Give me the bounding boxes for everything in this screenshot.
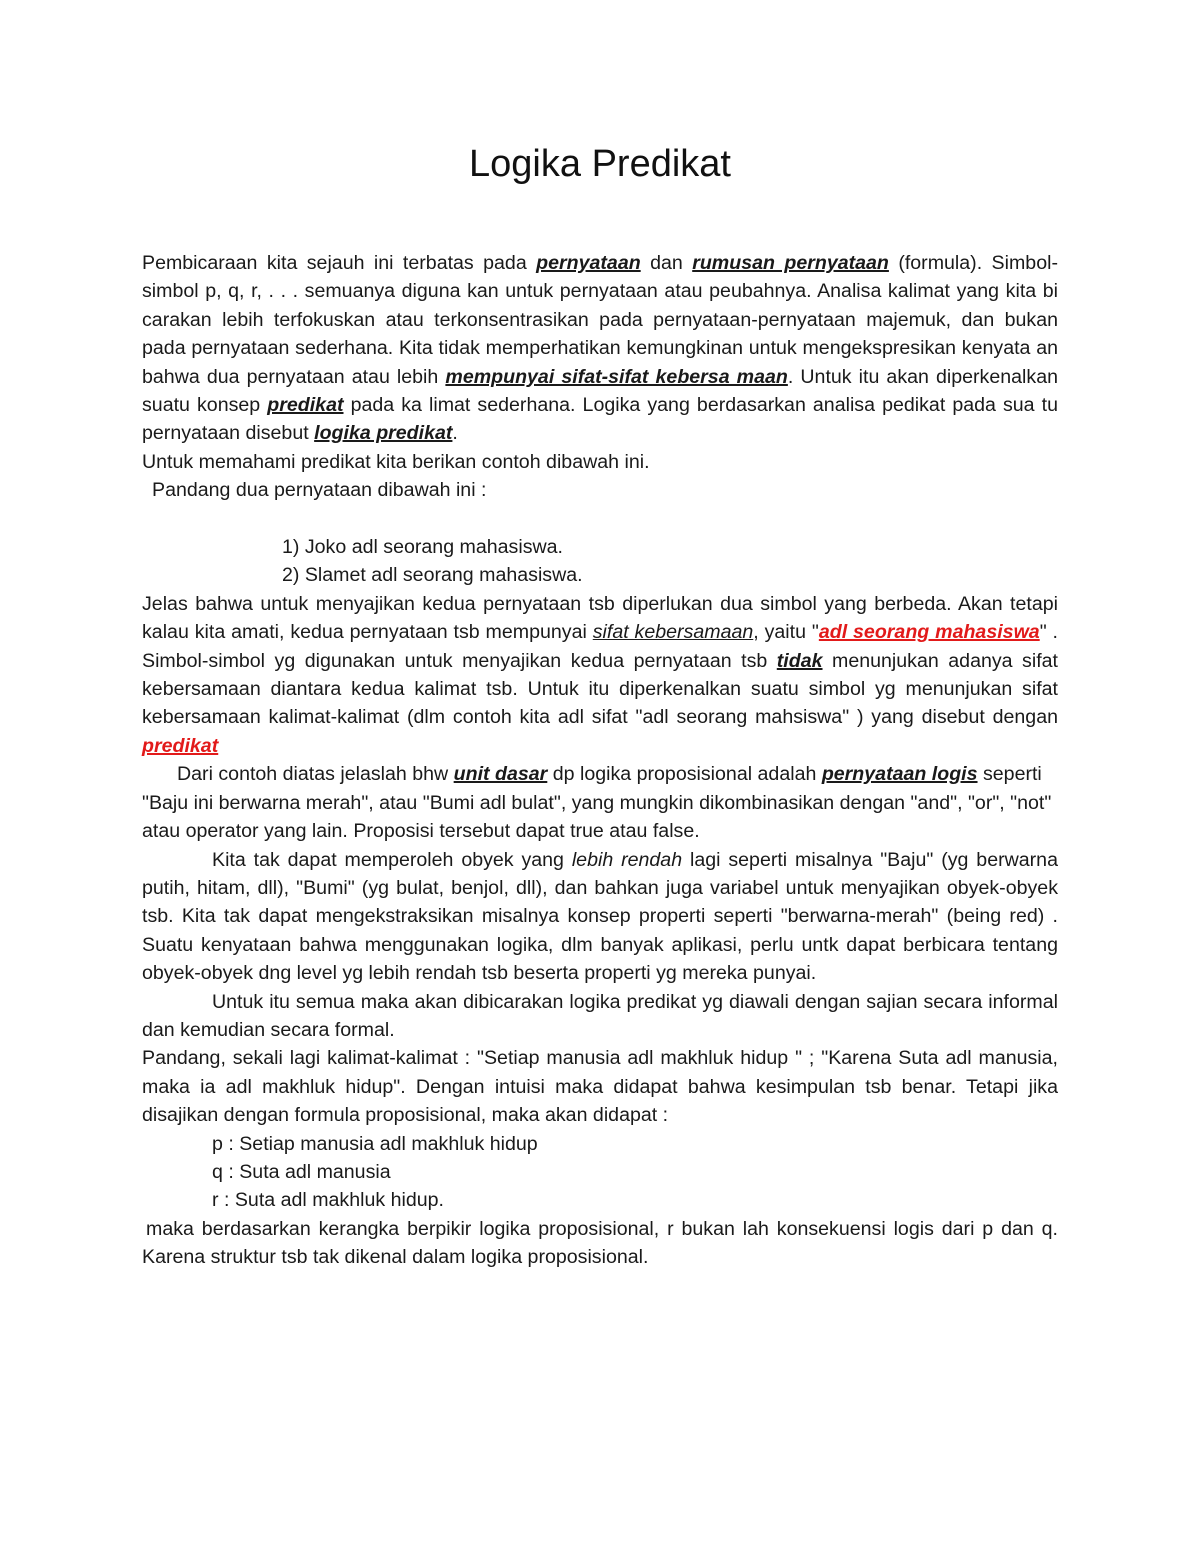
page-title: Logika Predikat	[469, 143, 731, 185]
paragraph-obyek: Kita tak dapat memperoleh obyek yang lebih rendah lagi seperti misalnya "Baju" (yg berwarna putih, hitam, dll), "Bumi" (yg bulat, benjol, dll), dan bahkan juga variabel untuk menyajikan obyek-obyek tsb. Kita tak dapat mengekstraksikan misalnya konsep properti seperti "berwarna-merah" (being red) . Suatu kenyataan bahwa menggunakan logika, dlm banyak aplikasi, perlu untk dapat berbicara tentang obyek-obyek dng level yg lebih rendah tsb beserta properti yg mereka punyai.	[142, 848, 1058, 985]
term-pernyataan: pernyataan	[536, 252, 641, 274]
premise-q: q : Suta adl manusia	[212, 1160, 391, 1183]
term-rumusan-pernyataan: rumusan pernyataan	[692, 252, 889, 274]
paragraph-intro: Pembicaraan kita sejauh ini terbatas pada pernyataan dan rumusan pernyataan (formula). Simbol-simbol p, q, r, . . . semuanya diguna kan untuk pernyataan atau peubahnya. Analisa kalimat yang kita bi carakan lebih terfokuskan atau terkonsentrasikan pada pernyataan-pernyataan majemuk, dan bukan pada pernyataan sederhana. Kita tidak memperhatikan kemungkinan untuk mengekspresikan kenyata an bahwa dua pernyataan atau lebih mempunyai sifat-sifat kebersa maan. Untuk itu akan diperkenalkan suatu konsep predikat pada ka limat sederhana. Logika yang berdasarkan analisa pedikat pada sua tu pernyataan disebut logika predikat.	[142, 252, 1058, 445]
term-adl-seorang-mahasiswa: adl seorang mahasiswa	[818, 621, 1040, 644]
premise-r: r : Suta adl makhluk hidup.	[212, 1189, 444, 1212]
term-tidak: tidak	[776, 649, 823, 672]
term-logika-predikat: logika predikat	[314, 422, 453, 445]
term-predikat: predikat	[267, 394, 344, 417]
term-unit-dasar: unit dasar	[453, 763, 548, 786]
term-sifat-kebersamaan-2: sifat kebersamaan	[592, 621, 754, 644]
term-predikat-2: predikat	[142, 734, 219, 757]
paragraph-pandang-lagi: Pandang, sekali lagi kalimat-kalimat : "Setiap manusia adl makhluk hidup " ; "Karena Suta adl manusia, maka ia adl makhluk hidup". Dengan intuisi maka didapat bahwa kesimpulan tsb benar. Tetapi jika disajikan dengan formula proposisional, maka akan didapat :	[142, 1047, 1058, 1127]
example-item-2: 2) Slamet adl seorang mahasiswa.	[282, 564, 583, 587]
premise-p: p : Setiap manusia adl makhluk hidup	[212, 1132, 538, 1155]
term-lebih-rendah: lebih rendah	[571, 848, 683, 871]
example-item-1: 1) Joko adl seorang mahasiswa.	[282, 536, 563, 559]
paragraph-kesimpulan: maka berdasarkan kerangka berpikir logika proposisional, r bukan lah konsekuensi logis dari p dan q. Karena struktur tsb tak dikenal dalam logika proposisional.	[142, 1217, 1058, 1269]
document-body	[142, 249, 1058, 1272]
term-sifat-kebersamaan: mempunyai sifat-sifat kebersa maan	[445, 365, 788, 388]
line-pandang: Pandang dua pernyataan dibawah ini :	[152, 479, 487, 502]
line-contoh: Untuk memahami predikat kita berikan contoh dibawah ini.	[142, 450, 650, 473]
blank-line	[142, 505, 1058, 533]
paragraph-unit-dasar: Dari contoh diatas jelaslah bhw unit dasar dp logika proposisional adalah pernyataan logis seperti "Baju ini berwarna merah", atau "Bumi adl bulat", yang mungkin dikombinasikan dengan "and", "or", "not" atau operator yang lain. Proposisi tersebut dapat true atau false.	[142, 763, 1052, 843]
term-pernyataan-logis: pernyataan logis	[821, 763, 978, 786]
paragraph-jelas: Jelas bahwa untuk menyajikan kedua pernyataan tsb diperlukan dua simbol yang berbeda. Akan tetapi kalau kita amati, kedua pernyataan tsb mempunyai sifat kebersamaan, yaitu "adl seorang mahasiswa" . Simbol-simbol yg digunakan untuk menyajikan kedua pernyataan tsb tidak menunjukan adanya sifat kebersamaan diantara kedua kalimat tsb. Untuk itu diperkenalkan suatu simbol yg menunjukan sifat kebersamaan kalimat-kalimat (dlm contoh kita adl sifat "adl seorang mahsiswa" ) yang disebut dengan predikat	[142, 592, 1059, 757]
paragraph-informal: Untuk itu semua maka akan dibicarakan logika predikat yg diawali dengan sajian secara informal dan kemudian secara formal.	[142, 990, 1058, 1041]
